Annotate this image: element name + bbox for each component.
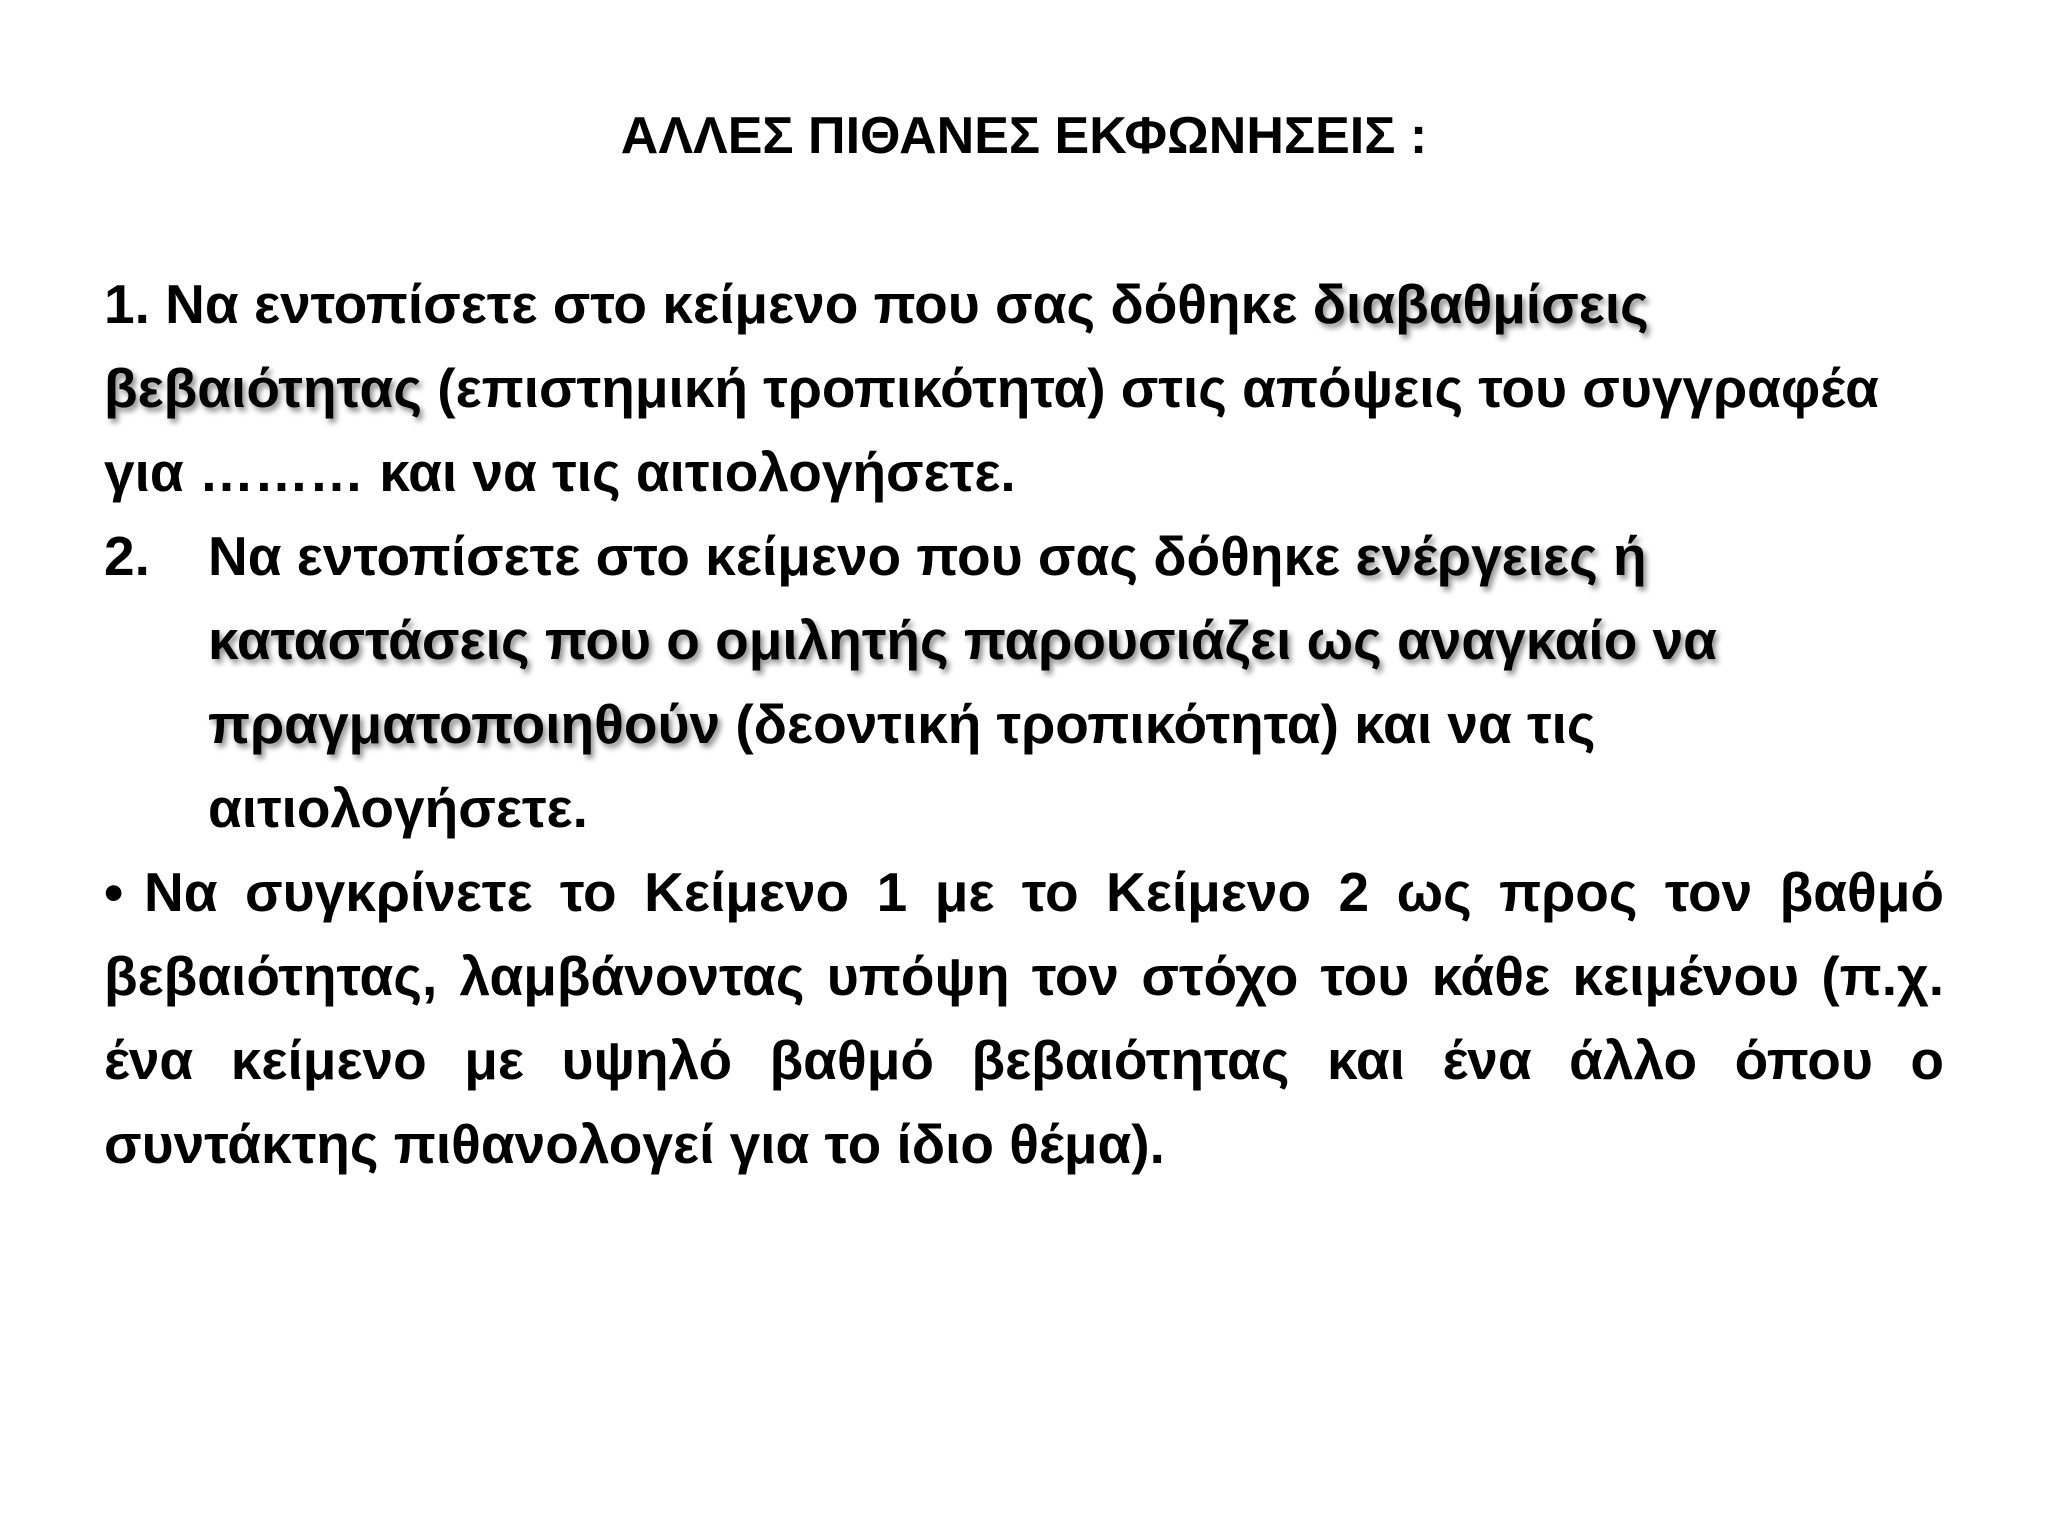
bullet-question-text: Να συγκρίνετε το Κείμενο 1 με το Κείμενο 2 ως προς τον βαθμό βεβαιότητας, λαμβάνοντας υπόψη τον στόχο του κάθε κειμένου (π.χ. ένα κείμενο με υψηλό βαθμό βεβαιότητας και ένα άλλο όπου ο συντάκτης πιθανολογεί για το ίδιο θέμα). — [104, 861, 1944, 1175]
question-2-highlight: ενέργειες ή καταστάσεις που ο ομιλητής παρουσιάζει ως αναγκαίο να πραγματοποιηθούν — [208, 525, 1717, 755]
question-1-prefix: 1. Να εντοπίσετε στο κείμενο που σας δόθηκε — [104, 273, 1313, 335]
question-1 — [104, 262, 1944, 514]
question-2-suffix: (δεοντική τροπικότητα) και να τις αιτιολογήσετε. — [208, 693, 1596, 839]
slide-body — [104, 262, 1944, 1186]
bullet-icon: • — [104, 861, 124, 923]
bullet-question — [104, 850, 1944, 1186]
question-2-body — [208, 514, 1944, 850]
slide-title: ΑΛΛΕΣ ΠΙΘΑΝΕΣ ΕΚΦΩΝΗΣΕΙΣ : — [620, 107, 1428, 165]
question-2 — [104, 514, 1944, 850]
question-1-highlight: διαβαθμίσεις βεβαιότητας — [104, 273, 1649, 419]
question-1-suffix: (επιστημική τροπικότητα) στις απόψεις του συγγραφέα για ……… και να τις αιτιολογήσετε. — [104, 357, 1879, 503]
question-2-prefix: Να εντοπίσετε στο κείμενο που σας δόθηκε — [208, 525, 1356, 587]
question-2-number: 2. — [104, 525, 150, 587]
